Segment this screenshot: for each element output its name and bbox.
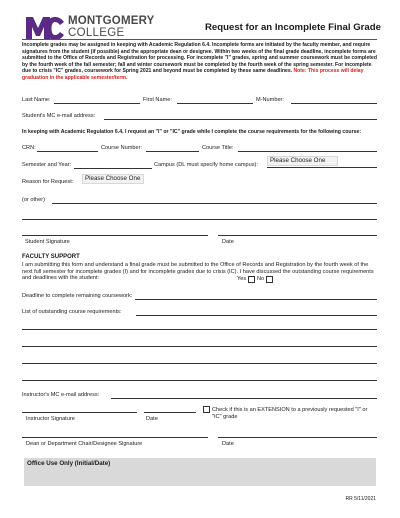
requirements-field-line-2[interactable] (22, 329, 377, 330)
semester-field[interactable] (74, 163, 152, 169)
deadline-label: Deadline to complete remaining coursework: (22, 293, 133, 299)
logo-wordmark-line1: MONTGOMERY (68, 15, 155, 27)
requirements-field-line-3[interactable] (22, 346, 377, 347)
crn-field[interactable] (37, 146, 98, 152)
first-name-label: First Name: (143, 97, 172, 103)
m-number-label: M-Number: (256, 97, 284, 103)
crn-label: CRN: (22, 145, 36, 151)
yes-checkbox[interactable] (248, 276, 255, 283)
dean-signature-label: Dean or Department Chair/Designee Signature (26, 441, 143, 447)
faculty-statement (22, 262, 378, 282)
yes-label: Yes (237, 276, 247, 282)
faculty-heading: FACULTY SUPPORT (22, 254, 80, 260)
instructor-date-label: Date (146, 416, 158, 422)
first-name-field[interactable] (177, 98, 253, 104)
intro-warning: Note: This process will delay graduation in the applicable semester/term. (22, 68, 364, 81)
other-label: (or other) (22, 197, 46, 203)
requirements-field-line-5[interactable] (22, 380, 377, 381)
intro-paragraph (22, 42, 378, 82)
course-title-label: Course Title: (202, 145, 234, 151)
course-number-label: Course Number: (101, 145, 143, 151)
extension-checkbox[interactable] (203, 406, 210, 413)
instructor-date-line[interactable] (144, 412, 196, 413)
requirements-field-line-1[interactable] (136, 310, 377, 316)
m-number-field[interactable] (291, 98, 377, 104)
student-email-field[interactable] (104, 114, 377, 120)
dean-date-label: Date (222, 441, 234, 447)
requirements-label: List of outstanding course requirements: (22, 309, 122, 315)
course-title-field[interactable] (238, 146, 377, 152)
student-signature-line[interactable] (22, 235, 208, 236)
header-divider (22, 39, 377, 40)
request-statement: In keeping with Academic Regulation 6.4, I request an "I" or "IC" grade while I complete the course requirements for the following course: (22, 129, 362, 135)
reason-dropdown[interactable]: Please Choose One (82, 174, 144, 184)
deadline-field[interactable] (135, 294, 377, 300)
campus-dropdown[interactable]: Please Choose One (267, 156, 338, 166)
no-label: No (257, 276, 265, 282)
dean-signature-line[interactable] (22, 437, 208, 438)
requirements-field-line-4[interactable] (22, 363, 377, 364)
other-line-1[interactable] (52, 203, 377, 204)
student-signature-label: Student Signature (25, 239, 70, 245)
campus-label: Campus (DL must specify home campus): (154, 162, 258, 168)
last-name-label: Last Name: (22, 97, 51, 103)
montgomery-college-logo-icon (25, 14, 65, 42)
course-number-field[interactable] (146, 146, 199, 152)
semester-label: Semester and Year: (22, 162, 72, 168)
faculty-statement-text: I am submitting this form and understand a final grade must be submitted to the Office of Records and Registration by the fourth week of the next full semester for incomplete grades (I) and for incomplete grades due to crisis (IC). I have discussed the outstanding course requirements and deadlines with the student: (22, 262, 374, 282)
revision-label: RR 5/11/2021 (345, 496, 376, 502)
instructor-email-field[interactable] (111, 393, 377, 399)
extension-label: Check if this is an EXTENSION to a previously requested "I" or "IC" grade (212, 407, 368, 420)
reason-label: Reason for Request: (22, 179, 74, 185)
office-use-box (24, 458, 376, 486)
instructor-signature-line[interactable] (22, 412, 137, 413)
last-name-field[interactable] (54, 98, 140, 104)
office-use-label: Office Use Only (Initial/Date) (27, 460, 111, 467)
no-checkbox[interactable] (266, 276, 273, 283)
student-email-label: Student's MC e-mail address: (22, 113, 96, 119)
other-line-2[interactable] (22, 219, 377, 220)
student-date-label: Date (222, 239, 234, 245)
dean-date-line[interactable] (218, 437, 377, 438)
logo-wordmark-line2: COLLEGE (68, 27, 125, 39)
instructor-email-label: Instructor's MC e-mail address: (22, 392, 100, 398)
student-date-line[interactable] (218, 235, 377, 236)
page-title: Request for an Incomplete Final Grade (205, 22, 381, 33)
intro-text: Incomplete grades may be assigned in keeping with Academic Regulation 6.4. Incomplete forms are initiated by the faculty member, and require signatures from the student (if possible) and the appropriate dean or designee. Within two weeks of the final grade deadline, incomplete forms are submitted to the Office of Records and Registration for processing. For incomplete "I" grades, spring and summer coursework must be completed by the fourth week of the fall semester; fall and winter coursework must be completed by the fourth week of the spring semester. For incomplete due to crisis "IC" grades, coursework for Spring 2021 and beyond must be completed by these same deadlines. (22, 42, 377, 75)
campus-underline (267, 167, 377, 168)
instructor-signature-label: Instructor Signature (26, 416, 75, 422)
